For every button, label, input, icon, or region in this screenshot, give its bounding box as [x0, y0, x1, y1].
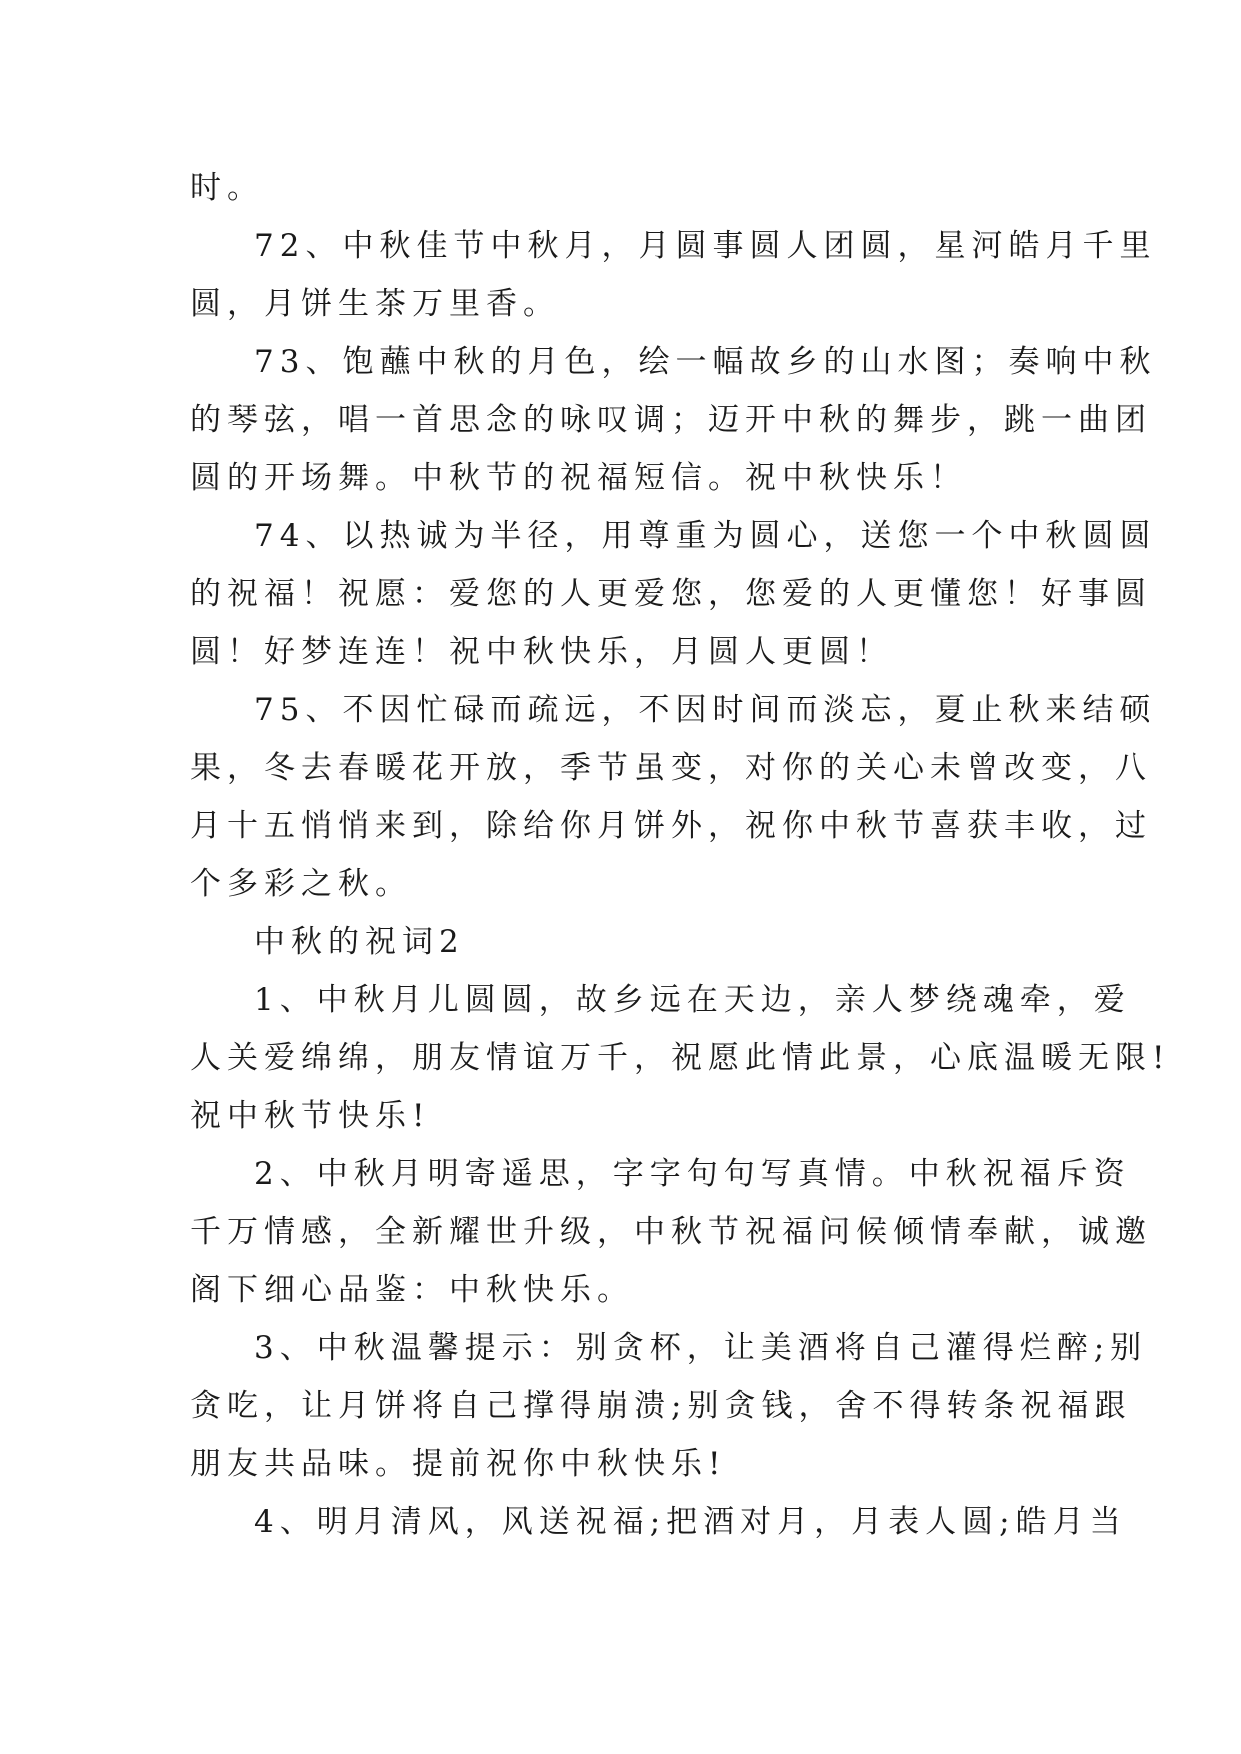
text-line: 人关爱绵绵，朋友情谊万千，祝愿此情此景，心底温暖无限!: [190, 1040, 1171, 1076]
text-line: 圆的开场舞。中秋节的祝福短信。祝中秋快乐！: [190, 460, 967, 496]
text-line: 圆，月饼生茶万里香。: [190, 286, 560, 322]
text-line: 75、不因忙碌而疏远，不因时间而淡忘，夏止秋来结硕: [254, 692, 1157, 728]
text-line: 的琴弦，唱一首思念的咏叹调；迈开中秋的舞步，跳一曲团: [190, 402, 1152, 438]
text-line: 2、中秋月明寄遥思，字字句句写真情。中秋祝福斥资: [254, 1156, 1131, 1192]
text-line: 72、中秋佳节中秋月，月圆事圆人团圆，星河皓月千里: [254, 228, 1157, 264]
text-line: 果，冬去春暖花开放，季节虽变，对你的关心未曾改变，八: [190, 750, 1152, 786]
text-line: 74、以热诚为半径，用尊重为圆心，送您一个中秋圆圆: [254, 518, 1157, 554]
text-line: 1、中秋月儿圆圆，故乡远在天边，亲人梦绕魂牵，爱: [254, 982, 1131, 1018]
text-line: 3、中秋温馨提示：别贪杯，让美酒将自己灌得烂醉;别: [254, 1330, 1148, 1366]
text-line: 圆！好梦连连！祝中秋快乐，月圆人更圆！: [190, 634, 893, 670]
text-line: 个多彩之秋。: [190, 866, 412, 902]
text-line: 月十五悄悄来到，除给你月饼外，祝你中秋节喜获丰收，过: [190, 808, 1152, 844]
text-line: 73、饱蘸中秋的月色，绘一幅故乡的山水图；奏响中秋: [254, 344, 1157, 380]
text-line: 4、明月清风，风送祝福;把酒对月，月表人圆;皓月当: [254, 1504, 1127, 1540]
text-line: 祝中秋节快乐!: [190, 1098, 431, 1134]
section-heading: 中秋的祝词2: [254, 924, 465, 960]
text-line: 的祝福！祝愿：爱您的人更爱您，您爱的人更懂您！好事圆: [190, 576, 1152, 612]
text-line: 时。: [190, 170, 264, 206]
text-line: 阁下细心品鉴：中秋快乐。: [190, 1272, 634, 1308]
text-line: 贪吃，让月饼将自己撑得崩溃;别贪钱，舍不得转条祝福跟: [190, 1388, 1132, 1424]
text-line: 朋友共品味。提前祝你中秋快乐!: [190, 1446, 727, 1482]
text-line: 千万情感，全新耀世升级，中秋节祝福问候倾情奉献，诚邀: [190, 1214, 1152, 1250]
